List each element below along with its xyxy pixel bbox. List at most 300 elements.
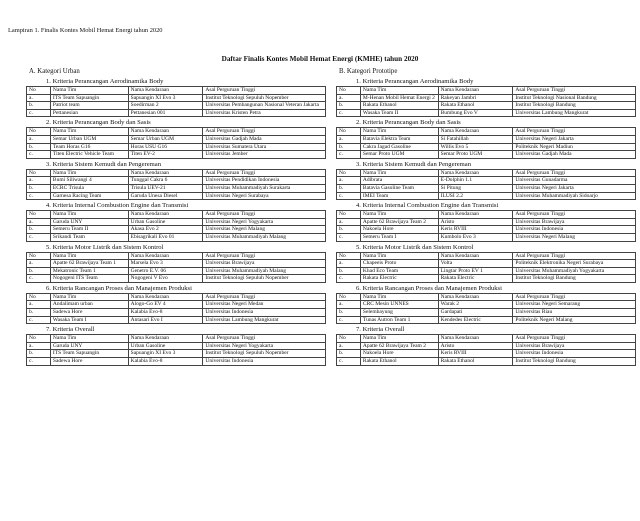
table-cell: Si Fatahillah [438, 135, 513, 143]
table-cell: Batavia Elektra Team [360, 135, 438, 143]
table-row [337, 342, 636, 350]
criteria-section [26, 201, 326, 241]
table-row [27, 192, 326, 200]
table-row [27, 316, 326, 324]
table-cell: ILUSI 2.2 [438, 192, 513, 200]
column-header: Asal Perguruan Tinggi [203, 169, 326, 177]
finalist-table [26, 169, 326, 200]
finalist-table [26, 127, 326, 158]
table-cell: Universitas Negeri Malang [203, 226, 326, 234]
table-cell: Alogo-Go EV 4 [128, 301, 203, 309]
table-cell: Batavia Gasoline Team [360, 184, 438, 192]
finalist-table [26, 252, 326, 283]
table-cell: Rakata Electric [360, 275, 438, 283]
table-header-row [337, 128, 636, 136]
column-header: Nama Kendaraan [438, 169, 513, 177]
table-cell: Ebisagrikali Evo 01 [128, 233, 203, 241]
table-cell: Institut Teknologi Bandung [513, 275, 636, 283]
table-row [27, 267, 326, 275]
table-cell: Institut Teknologi Nasional Bandung [513, 94, 636, 102]
column-header: Nama Kendaraan [438, 335, 513, 343]
table-cell: Urban Gasoline [128, 218, 203, 226]
table-cell: Tunggal Cakra 6 [128, 177, 203, 185]
column-header: Nama Tim [50, 169, 128, 177]
table-cell: Universitas Pendidikan Indonesia [203, 177, 326, 185]
table-cell: Kalabia Evo-8 [128, 358, 203, 366]
table-cell: Gardapati [438, 309, 513, 317]
criteria-section [336, 77, 636, 117]
table-cell: b. [337, 226, 361, 234]
table-row [27, 109, 326, 117]
table-cell: c. [337, 151, 361, 159]
table-cell: Universitas Negeri Surabaya [203, 192, 326, 200]
table-cell: Institut Teknologi Bandung [513, 102, 636, 110]
table-cell: Politeknik Negeri Malang [513, 316, 636, 324]
table-cell: Bumi Siliwangi 4 [50, 177, 128, 185]
table-cell: Keris RVIII [438, 226, 513, 234]
table-cell: Universitas Lambung Mangkurat [203, 316, 326, 324]
column-header: No [337, 169, 361, 177]
column-header: Nama Kendaraan [438, 87, 513, 95]
criteria-title: 2. Kriteria Perancangan Body dan Sasis [46, 119, 151, 127]
column-header: Nama Tim [360, 87, 438, 95]
table-cell: Nakoela Hore [360, 226, 438, 234]
criteria-title: 7. Kriteria Overall [46, 326, 95, 334]
table-cell: a. [337, 260, 361, 268]
column-header: No [337, 128, 361, 136]
table-row [337, 102, 636, 110]
table-cell: b. [27, 350, 51, 358]
column-header: Nama Kendaraan [438, 128, 513, 136]
table-cell: E-Dolphin 1.1 [438, 177, 513, 185]
table-cell: Universitas Negeri Jakarta [513, 184, 636, 192]
table-cell: Kalabia Evo-8 [128, 309, 203, 317]
table-cell: Keris RVIII [438, 350, 513, 358]
column-header: No [27, 335, 51, 343]
column-header: Nama Tim [360, 169, 438, 177]
table-cell: Institut Teknologi Sepuluh Nopember [203, 350, 326, 358]
table-cell: Universitas Negeri Yogyakarta [203, 342, 326, 350]
table-cell: Universitas Negeri Semarang [513, 301, 636, 309]
table-cell: Volta [438, 260, 513, 268]
column-header: Nama Kendaraan [128, 293, 203, 301]
table-header-row [337, 252, 636, 260]
table-cell: Universitas Muhammadiyah Malang [203, 267, 326, 275]
table-cell: b. [337, 309, 361, 317]
table-row [337, 309, 636, 317]
table-row [27, 301, 326, 309]
column-header: Nama Tim [50, 211, 128, 219]
table-cell: Warak 2 [438, 301, 513, 309]
table-row [27, 177, 326, 185]
category-title: B. Kategori Prototipe [339, 68, 398, 75]
column-header: Asal Perguruan Tinggi [513, 128, 636, 136]
category-prototype-column [336, 67, 636, 366]
table-cell: Apatte 62 Brawijaya Team 1 [50, 260, 128, 268]
table-cell: a. [337, 301, 361, 309]
category-title: A. Kategori Urban [29, 68, 80, 75]
document-title: Daftar Finalis Kontes Mobil Hemat Energi (KMHE) tahun 2020 [221, 55, 419, 63]
table-cell: Nakoela Hore [360, 350, 438, 358]
table-row [27, 226, 326, 234]
table-cell: Urban Gasoline [128, 342, 203, 350]
table-row [337, 177, 636, 185]
table-cell: a. [337, 218, 361, 226]
criteria-title: 6. Kriteria Rancangan Proses dan Manajemen Produksi [46, 284, 192, 292]
table-cell: Aristo [438, 342, 513, 350]
table-cell: Politeknik Negeri Madiun [513, 143, 636, 151]
table-row [337, 275, 636, 283]
column-header: No [27, 252, 51, 260]
table-cell: b. [337, 184, 361, 192]
table-cell: ECRC Trisula [50, 184, 128, 192]
table-cell: a. [27, 135, 51, 143]
column-header: Asal Perguruan Tinggi [513, 87, 636, 95]
table-cell: b. [337, 102, 361, 110]
table-row [27, 102, 326, 110]
table-row [337, 109, 636, 117]
table-cell: IMEI Team [360, 192, 438, 200]
table-cell: a. [337, 94, 361, 102]
table-cell: CRC Mesin UNNES [360, 301, 438, 309]
column-header: Nama Kendaraan [128, 169, 203, 177]
table-row [337, 260, 636, 268]
table-cell: Universitas Indonesia [203, 309, 326, 317]
table-cell: a. [27, 342, 51, 350]
table-cell: Rakata Ethanol [360, 102, 438, 110]
table-row [27, 94, 326, 102]
table-cell: Selembayung [360, 309, 438, 317]
table-row [337, 226, 636, 234]
column-header: No [27, 293, 51, 301]
column-header: Nama Tim [50, 128, 128, 136]
table-cell: c. [27, 192, 51, 200]
criteria-title: 5. Kriteria Motor Listrik dan Sistem Kontrol [356, 243, 474, 251]
table-cell: Universitas Muhammadiyah Surakarta [203, 184, 326, 192]
finalist-table [336, 210, 636, 241]
table-cell: Si Pitung [438, 184, 513, 192]
table-row [337, 151, 636, 159]
table-cell: c. [27, 109, 51, 117]
criteria-title: 4. Kriteria Internal Combustion Engine dan Transmisi [356, 202, 499, 210]
table-cell: c. [27, 358, 51, 366]
table-cell: Tunas Autron Team 1 [360, 316, 438, 324]
table-cell: Universitas Sumatera Utara [203, 143, 326, 151]
table-cell: c. [337, 233, 361, 241]
table-cell: b. [337, 350, 361, 358]
table-cell: c. [337, 109, 361, 117]
table-row [337, 143, 636, 151]
table-row [27, 358, 326, 366]
table-cell: Willis Evo 5 [438, 143, 513, 151]
table-header-row [337, 335, 636, 343]
finalist-table [26, 334, 326, 365]
table-cell: Universitas Brawijaya [513, 342, 636, 350]
column-header: No [27, 169, 51, 177]
column-header: Asal Perguruan Tinggi [513, 169, 636, 177]
table-cell: Garuda Unesa Diesel [128, 192, 203, 200]
column-header: Nama Kendaraan [128, 335, 203, 343]
table-cell: Srikandi Team [50, 233, 128, 241]
table-row [27, 342, 326, 350]
table-cell: Universitas Pembangunan Nasional Veteran Jakarta [203, 102, 326, 110]
table-cell: b. [27, 309, 51, 317]
column-header: Nama Kendaraan [128, 252, 203, 260]
table-cell: c. [337, 275, 361, 283]
column-header: Asal Perguruan Tinggi [203, 252, 326, 260]
table-row [27, 309, 326, 317]
table-cell: Rakata Ethanol [360, 358, 438, 366]
table-header-row [27, 169, 326, 177]
column-header: Nama Tim [50, 293, 128, 301]
table-cell: Semar Urban UGM [128, 135, 203, 143]
table-cell: Apatte 62 Brawijaya Team 2 [360, 342, 438, 350]
table-row [27, 233, 326, 241]
appendix-caption: Lampiran 1. Finalis Kontes Mobil Hemat Energi tahun 2020 [8, 27, 163, 34]
criteria-section [26, 243, 326, 283]
table-cell: Universitas Gadjah Mada [513, 151, 636, 159]
column-header: Nama Tim [360, 252, 438, 260]
table-cell: Aristo [438, 218, 513, 226]
criteria-section [336, 160, 636, 200]
table-cell: Institut Teknologi Sepuluh Nopember [203, 94, 326, 102]
criteria-section [26, 284, 326, 324]
column-header: Nama Tim [360, 335, 438, 343]
table-cell: Nogogeni ITS Team [50, 275, 128, 283]
table-cell: c. [27, 275, 51, 283]
table-header-row [27, 293, 326, 301]
column-header: Nama Tim [50, 252, 128, 260]
table-cell: Universitas Brawijaya [513, 218, 636, 226]
table-cell: Nogogeni V Evo [128, 275, 203, 283]
table-cell: Chapeeis Proto [360, 260, 438, 268]
table-cell: Wasaka Team II [360, 109, 438, 117]
criteria-title: 4. Kriteria Internal Combustion Engine dan Transmisi [46, 202, 189, 210]
table-header-row [337, 169, 636, 177]
table-cell: b. [337, 267, 361, 275]
column-header: Nama Kendaraan [128, 211, 203, 219]
finalist-table [336, 334, 636, 365]
table-row [27, 275, 326, 283]
table-row [337, 267, 636, 275]
table-cell: Trisula UEV-21 [128, 184, 203, 192]
table-row [337, 192, 636, 200]
table-cell: Universitas Gadjah Mada [203, 135, 326, 143]
table-row [337, 233, 636, 241]
table-row [337, 301, 636, 309]
table-cell: Institut Teknologi Bandung [513, 358, 636, 366]
table-cell: a. [337, 342, 361, 350]
column-header: No [337, 293, 361, 301]
table-header-row [27, 252, 326, 260]
criteria-title: 3. Kriteria Sistem Kemudi dan Pengereman [356, 160, 471, 168]
table-cell: Rakata Electric [438, 275, 513, 283]
table-cell: Universitas Negeri Yogyakarta [203, 218, 326, 226]
column-header: No [27, 87, 51, 95]
criteria-title: 7. Kriteria Overall [356, 326, 405, 334]
table-row [27, 151, 326, 159]
table-cell: a. [27, 94, 51, 102]
table-header-row [27, 128, 326, 136]
finalist-table [26, 210, 326, 241]
table-cell: Universitas Indonesia [203, 358, 326, 366]
table-cell: Khad Eco Team [360, 267, 438, 275]
table-cell: Garnesa Racing Team [50, 192, 128, 200]
column-header: Nama Kendaraan [128, 87, 203, 95]
table-cell: M-Henan Mobil Hemat Energi 2 [360, 94, 438, 102]
column-header: Nama Kendaraan [128, 128, 203, 136]
column-header: Nama Kendaraan [438, 211, 513, 219]
table-cell: a. [337, 135, 361, 143]
column-header: Asal Perguruan Tinggi [203, 211, 326, 219]
criteria-section [26, 160, 326, 200]
table-cell: Institut Teknologi Sepuluh Nopember [203, 275, 326, 283]
table-row [337, 350, 636, 358]
column-header: Nama Tim [360, 293, 438, 301]
criteria-section [336, 201, 636, 241]
column-header: Nama Kendaraan [438, 293, 513, 301]
table-header-row [27, 211, 326, 219]
column-header: Asal Perguruan Tinggi [203, 128, 326, 136]
table-cell: c. [337, 358, 361, 366]
table-cell: Akasa Evo 2 [128, 226, 203, 234]
table-cell: Pettanesian 001 [128, 109, 203, 117]
table-cell: Universitas Negeri Malang [513, 233, 636, 241]
table-cell: Adibrata [360, 177, 438, 185]
criteria-title: 6. Kriteria Rancangan Proses dan Manajemen Produksi [356, 284, 502, 292]
table-cell: Kumbolo Evo 3 [438, 233, 513, 241]
table-cell: Universitas Brawijaya [203, 260, 326, 268]
column-header: No [27, 128, 51, 136]
table-cell: Universitas Muhammadiyah Malang [203, 233, 326, 241]
table-cell: ITS Team Sapuangin [50, 94, 128, 102]
table-cell: Kendedes Electric [438, 316, 513, 324]
column-header: Nama Tim [360, 128, 438, 136]
table-cell: Semar Proto UGM [360, 151, 438, 159]
table-cell: c. [27, 151, 51, 159]
table-cell: Titen Electric Vehicle Team [50, 151, 128, 159]
table-cell: Lingtar Proto EV 1 [438, 267, 513, 275]
table-cell: c. [27, 316, 51, 324]
table-cell: Universitas Kristen Petra [203, 109, 326, 117]
table-row [337, 358, 636, 366]
table-cell: Wasaka Team I [50, 316, 128, 324]
finalist-table [336, 169, 636, 200]
table-cell: Pettanesian [50, 109, 128, 117]
table-cell: b. [27, 143, 51, 151]
column-header: Asal Perguruan Tinggi [513, 252, 636, 260]
criteria-section [336, 118, 636, 158]
column-header: Nama Tim [360, 211, 438, 219]
criteria-section [336, 284, 636, 324]
column-header: Asal Perguruan Tinggi [203, 293, 326, 301]
finalist-table [336, 86, 636, 117]
finalist-table [26, 293, 326, 324]
criteria-section [336, 325, 636, 365]
table-cell: c. [337, 316, 361, 324]
table-cell: Semar Urban UGM [50, 135, 128, 143]
table-header-row [27, 335, 326, 343]
column-header: Asal Perguruan Tinggi [513, 293, 636, 301]
category-urban-column [26, 67, 326, 366]
table-cell: b. [27, 226, 51, 234]
table-cell: a. [337, 177, 361, 185]
table-cell: Universitas Indonesia [513, 226, 636, 234]
column-header: Asal Perguruan Tinggi [513, 335, 636, 343]
table-cell: Sapuangin XI Evo 3 [128, 350, 203, 358]
table-cell: Semar Proto UGM [438, 151, 513, 159]
table-row [27, 260, 326, 268]
table-cell: Antasari Evo I [128, 316, 203, 324]
table-header-row [337, 87, 636, 95]
table-row [337, 218, 636, 226]
table-cell: b. [27, 267, 51, 275]
table-cell: Sadewa Hore [50, 309, 128, 317]
table-cell: Semeru Team I [360, 233, 438, 241]
table-row [337, 316, 636, 324]
column-header: Asal Perguruan Tinggi [203, 87, 326, 95]
table-row [27, 184, 326, 192]
table-row [337, 135, 636, 143]
criteria-title: 3. Kriteria Sistem Kemudi dan Pengereman [46, 160, 161, 168]
column-header: Asal Perguruan Tinggi [203, 335, 326, 343]
table-cell: a. [27, 301, 51, 309]
criteria-title: 2. Kriteria Perancangan Body dan Sasis [356, 119, 461, 127]
table-cell: Garuda UNY [50, 218, 128, 226]
table-cell: Genetro E.V. 06 [128, 267, 203, 275]
table-cell: c. [337, 192, 361, 200]
finalist-table [336, 252, 636, 283]
column-header: No [337, 335, 361, 343]
column-header: No [337, 87, 361, 95]
table-cell: Bumbung Evo V [438, 109, 513, 117]
finalist-table [26, 86, 326, 117]
criteria-section [26, 325, 326, 365]
criteria-title: 1. Kriteria Perancangan Aerodinamika Body [46, 78, 164, 85]
table-row [27, 143, 326, 151]
criteria-title: 5. Kriteria Motor Listrik dan Sistem Kontrol [46, 243, 164, 251]
table-cell: Universitas Lambung Mangkurat [513, 109, 636, 117]
table-header-row [27, 87, 326, 95]
table-cell: Patriot team [50, 102, 128, 110]
table-cell: Team Horas G16 [50, 143, 128, 151]
table-row [27, 218, 326, 226]
table-cell: Universitas Indonesia [513, 350, 636, 358]
column-header: Nama Kendaraan [438, 252, 513, 260]
table-cell: Rakata Ethanol [438, 358, 513, 366]
table-row [27, 135, 326, 143]
table-cell: a. [27, 177, 51, 185]
table-cell: Soedirman 2 [128, 102, 203, 110]
table-cell: b. [27, 184, 51, 192]
table-cell: Universitas Gunadarma [513, 177, 636, 185]
table-header-row [337, 293, 636, 301]
table-cell: Semeru Team II [50, 226, 128, 234]
table-cell: Universitas Jember [203, 151, 326, 159]
table-cell: Titen EV-2 [128, 151, 203, 159]
table-cell: Cakra Jagad Gasoline [360, 143, 438, 151]
table-cell: Rakata Ethanol [438, 102, 513, 110]
table-cell: c. [27, 233, 51, 241]
table-cell: Universitas Muhammadiyah Sidoarjo [513, 192, 636, 200]
column-header: Nama Tim [50, 87, 128, 95]
table-cell: Horas USU G16 [128, 143, 203, 151]
table-cell: Apatte 62 Brawijaya Team 2 [360, 218, 438, 226]
table-cell: b. [337, 143, 361, 151]
criteria-section [26, 118, 326, 158]
table-row [337, 94, 636, 102]
table-cell: Politeknik Elektronika Negeri Surabaya [513, 260, 636, 268]
